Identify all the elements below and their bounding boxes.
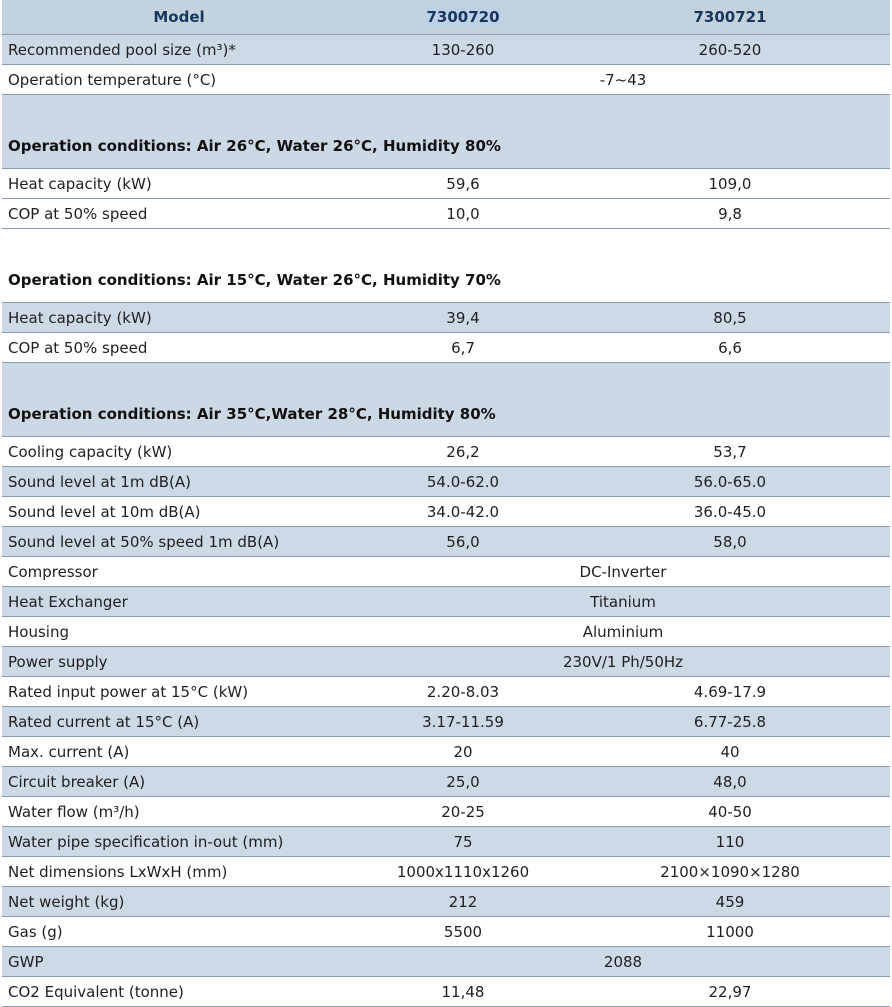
row-label: Water pipe specification in-out (mm) <box>2 827 356 857</box>
row-value-7300721: 36.0-45.0 <box>570 497 890 527</box>
table-row <box>2 199 890 229</box>
row-value-7300720: 3.17-11.59 <box>356 707 570 737</box>
row-value-7300721: 11000 <box>570 917 890 947</box>
row-value-7300720: 25,0 <box>356 767 570 797</box>
row-label: Net weight (kg) <box>2 887 356 917</box>
row-label: COP at 50% speed <box>2 333 356 363</box>
row-value-7300720: 20 <box>356 737 570 767</box>
row-label: Heat capacity (kW) <box>2 303 356 333</box>
row-value-7300721: 56.0-65.0 <box>570 467 890 497</box>
row-value-7300720: 39,4 <box>356 303 570 333</box>
row-value-7300721: 109,0 <box>570 169 890 199</box>
row-label: Sound level at 1m dB(A) <box>2 467 356 497</box>
row-label: Heat capacity (kW) <box>2 169 356 199</box>
table-row <box>2 333 890 363</box>
row-value-7300720: 6,7 <box>356 333 570 363</box>
section-title: Operation conditions: Air 15°C, Water 26°C, Humidity 70% <box>2 229 890 303</box>
row-value-7300721: 9,8 <box>570 199 890 229</box>
table-row <box>2 497 890 527</box>
row-label: Heat Exchanger <box>2 587 356 617</box>
table-row <box>2 887 890 917</box>
row-label: COP at 50% speed <box>2 199 356 229</box>
row-value-7300720: 212 <box>356 887 570 917</box>
table-row <box>2 797 890 827</box>
row-value-7300721: 6.77-25.8 <box>570 707 890 737</box>
table-row <box>2 827 890 857</box>
table-row <box>2 947 890 977</box>
row-label: Water flow (m³/h) <box>2 797 356 827</box>
row-value-7300720: 75 <box>356 827 570 857</box>
table-row <box>2 557 890 587</box>
row-value-7300721: 110 <box>570 827 890 857</box>
row-label: Sound level at 10m dB(A) <box>2 497 356 527</box>
row-value-7300721: 40 <box>570 737 890 767</box>
row-value-7300721: 58,0 <box>570 527 890 557</box>
table-row <box>2 857 890 887</box>
row-value-7300720: 1000x1110x1260 <box>356 857 570 887</box>
row-value-7300721: 260-520 <box>570 35 890 65</box>
row-value-7300721: 4.69-17.9 <box>570 677 890 707</box>
row-value-7300720: 20-25 <box>356 797 570 827</box>
row-value-7300720: 59,6 <box>356 169 570 199</box>
row-value-7300720: 10,0 <box>356 199 570 229</box>
row-label: Max. current (A) <box>2 737 356 767</box>
header-row <box>2 0 890 35</box>
section-header-2 <box>2 229 890 303</box>
table-row <box>2 917 890 947</box>
table-row <box>2 437 890 467</box>
row-label: Operation temperature (°C) <box>2 65 356 95</box>
row-label: Recommended pool size (m³)* <box>2 35 356 65</box>
row-label: Net dimensions LxWxH (mm) <box>2 857 356 887</box>
section-header-3 <box>2 363 890 437</box>
row-value-7300720: 130-260 <box>356 35 570 65</box>
table-row <box>2 587 890 617</box>
row-label: Power supply <box>2 647 356 677</box>
row-label: Compressor <box>2 557 356 587</box>
row-value-shared: Aluminium <box>356 617 890 647</box>
row-value-7300720: 56,0 <box>356 527 570 557</box>
section-3-rows <box>2 437 890 1007</box>
row-value-7300720: 2.20-8.03 <box>356 677 570 707</box>
table-row <box>2 467 890 497</box>
row-value-7300720: 54.0-62.0 <box>356 467 570 497</box>
row-label: Sound level at 50% speed 1m dB(A) <box>2 527 356 557</box>
row-value-7300721: 80,5 <box>570 303 890 333</box>
table-row <box>2 617 890 647</box>
section-title: Operation conditions: Air 26°C, Water 26°C, Humidity 80% <box>2 95 890 169</box>
row-value-7300721: 6,6 <box>570 333 890 363</box>
spec-table <box>2 0 890 1007</box>
table-row <box>2 35 890 65</box>
row-label: Circuit breaker (A) <box>2 767 356 797</box>
table-row <box>2 647 890 677</box>
row-label: Cooling capacity (kW) <box>2 437 356 467</box>
row-label: Rated input power at 15°C (kW) <box>2 677 356 707</box>
spec-table-container <box>2 0 890 1007</box>
row-value-7300721: 40-50 <box>570 797 890 827</box>
table-row <box>2 977 890 1007</box>
row-value-7300720: 11,48 <box>356 977 570 1007</box>
row-value-7300721: 53,7 <box>570 437 890 467</box>
model-7300720-header: 7300720 <box>356 0 570 35</box>
row-value-7300720: 34.0-42.0 <box>356 497 570 527</box>
row-value-shared: Titanium <box>356 587 890 617</box>
section-header-1 <box>2 95 890 169</box>
row-label: Gas (g) <box>2 917 356 947</box>
row-value-shared: 2088 <box>356 947 890 977</box>
row-label: CO2 Equivalent (tonne) <box>2 977 356 1007</box>
table-row <box>2 65 890 95</box>
row-value-shared: -7~43 <box>356 65 890 95</box>
table-row <box>2 737 890 767</box>
table-row <box>2 767 890 797</box>
table-row <box>2 303 890 333</box>
table-row <box>2 707 890 737</box>
table-row <box>2 527 890 557</box>
row-label: GWP <box>2 947 356 977</box>
model-7300721-header: 7300721 <box>570 0 890 35</box>
row-value-7300720: 5500 <box>356 917 570 947</box>
row-label: Rated current at 15°C (A) <box>2 707 356 737</box>
row-value-7300721: 48,0 <box>570 767 890 797</box>
row-value-7300721: 22,97 <box>570 977 890 1007</box>
section-title: Operation conditions: Air 35°C,Water 28°C, Humidity 80% <box>2 363 890 437</box>
row-value-7300721: 459 <box>570 887 890 917</box>
model-header: Model <box>2 0 356 35</box>
table-row <box>2 677 890 707</box>
row-value-7300720: 26,2 <box>356 437 570 467</box>
row-value-7300721: 2100×1090×1280 <box>570 857 890 887</box>
table-row <box>2 169 890 199</box>
row-label: Housing <box>2 617 356 647</box>
row-value-shared: 230V/1 Ph/50Hz <box>356 647 890 677</box>
row-value-shared: DC-Inverter <box>356 557 890 587</box>
